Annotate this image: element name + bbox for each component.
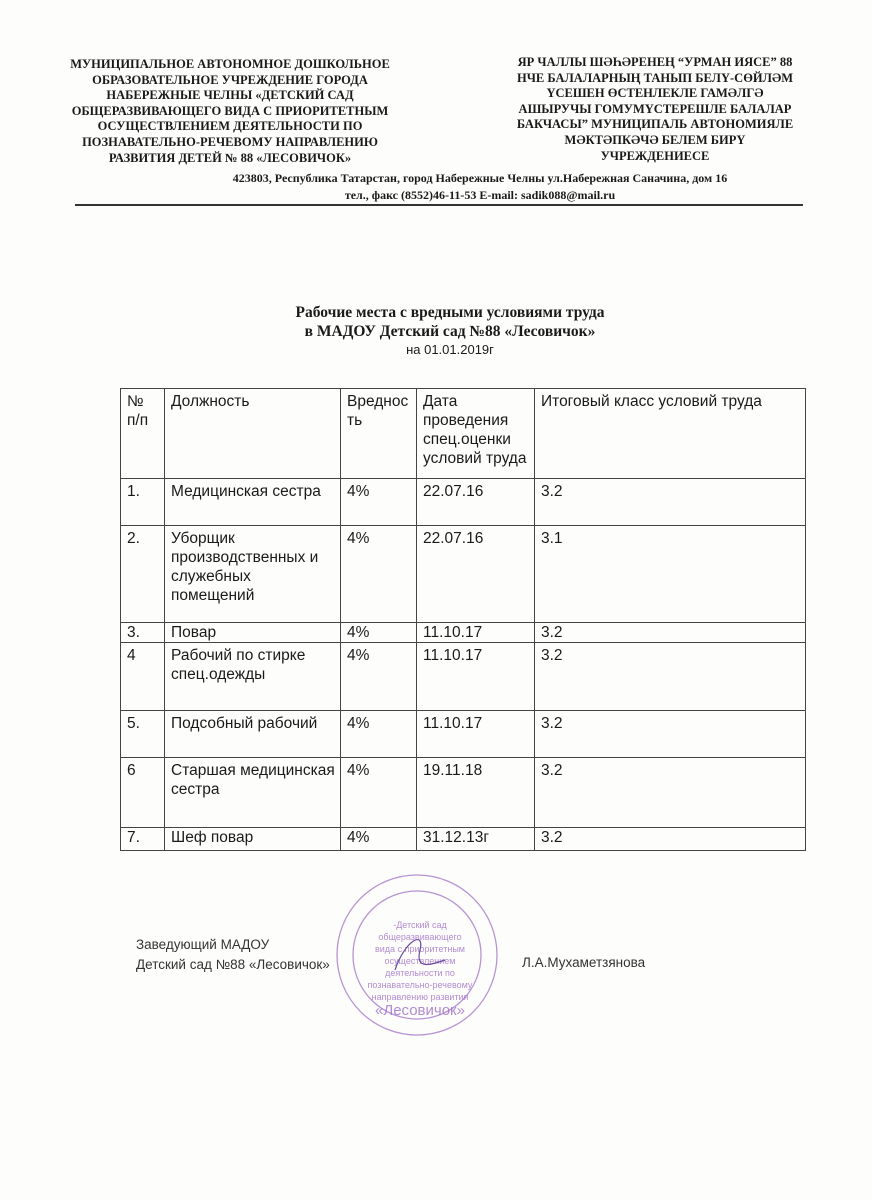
- table-cell: Уборщик производственных и служебных помещений: [165, 526, 341, 623]
- table-cell: Рабочий по стирке спец.одежды: [165, 643, 341, 711]
- header-cell: Вредность: [341, 389, 417, 479]
- header-cell: Должность: [165, 389, 341, 479]
- table-cell: 31.12.13г: [417, 828, 535, 851]
- svg-text:«Лесовичок»: «Лесовичок»: [375, 1002, 465, 1019]
- table-cell: 3.2: [535, 758, 806, 828]
- document-date: на 01.01.2019г: [406, 342, 494, 357]
- table-cell: 2.: [121, 526, 165, 623]
- address-block: [150, 170, 810, 204]
- table-cell: Шеф повар: [165, 828, 341, 851]
- header-right-line: БАКЧАСЫ” МУНИЦИПАЛЬ АВТОНОМИЯЛЕ: [516, 117, 794, 132]
- table-cell: Медицинская сестра: [165, 479, 341, 526]
- table-cell: 22.07.16: [417, 479, 535, 526]
- svg-text:-Детский сад: -Детский сад: [393, 920, 447, 930]
- table-row: [121, 758, 806, 828]
- header-right-line: ҮСЕШЕН ӨСТЕНЛЕКЛЕ ГАМӘЛГӘ: [546, 86, 764, 101]
- header-cell: № п/п: [121, 389, 165, 479]
- table-cell: Подсобный рабочий: [165, 711, 341, 758]
- table-cell: 3.2: [535, 623, 806, 643]
- table-cell: 19.11.18: [417, 758, 535, 828]
- signature-block: [136, 935, 330, 975]
- contacts: тел., факс (8552)46-11-53 E-mail: sadik088@mail.ru: [344, 188, 616, 202]
- table-row: [121, 828, 806, 851]
- table-cell: 11.10.17: [417, 623, 535, 643]
- table-cell: Старшая медицинская сестра: [165, 758, 341, 828]
- header-right-line: МӘКТӘПКӘЧӘ БЕЛЕМ БИРҮ: [564, 132, 746, 147]
- table-cell: 5.: [121, 711, 165, 758]
- table-cell: 6: [121, 758, 165, 828]
- header-left-line: РАЗВИТИЯ ДЕТЕЙ № 88 «ЛЕСОВИЧОК»: [108, 150, 352, 165]
- signature-position: Заведующий МАДОУ: [136, 937, 270, 952]
- header-right-line: ЯР ЧАЛЛЫ ШӘҺӘРЕНЕҢ “УРМАН ИЯСЕ” 88: [517, 55, 793, 69]
- svg-text:общеразвивающего: общеразвивающего: [378, 932, 462, 942]
- header-right-line: УЧРЕЖДЕНИЕСЕ: [600, 148, 710, 163]
- table-cell: 4%: [341, 623, 417, 643]
- header-left-line: ОБРАЗОВАТЕЛЬНОЕ УЧРЕЖДЕНИЕ ГОРОДА: [92, 72, 368, 87]
- address: 423803, Республика Татарстан, город Набережные Челны ул.Набережная Саначина, дом 16: [232, 171, 728, 185]
- header-right: [505, 55, 805, 164]
- table-cell: 4%: [341, 526, 417, 623]
- table-cell: Повар: [165, 623, 341, 643]
- table-row: [121, 479, 806, 526]
- table-cell: 4%: [341, 711, 417, 758]
- table-cell: 3.: [121, 623, 165, 643]
- table-cell: 3.2: [535, 643, 806, 711]
- table-cell: 11.10.17: [417, 643, 535, 711]
- table-row: [121, 711, 806, 758]
- table-cell: 11.10.17: [417, 711, 535, 758]
- table-cell: 1.: [121, 479, 165, 526]
- signature-organization: Детский сад №88 «Лесовичок»: [136, 957, 330, 972]
- header-cell: Дата проведения спец.оценки условий труда: [417, 389, 535, 479]
- svg-text:познавательно-речевому: познавательно-речевому: [367, 980, 473, 990]
- svg-text:деятельности по: деятельности по: [385, 968, 455, 978]
- header-left-line: МУНИЦИПАЛЬНОЕ АВТОНОМНОЕ ДОШКОЛЬНОЕ: [70, 57, 390, 71]
- workplaces-table: [120, 388, 806, 851]
- header-left-line: НАБЕРЕЖНЫЕ ЧЕЛНЫ «ДЕТСКИЙ САД: [106, 88, 354, 103]
- document-title: [200, 303, 700, 341]
- header-left-line: ПОЗНАВАТЕЛЬНО-РЕЧЕВОМУ НАПРАВЛЕНИЮ: [82, 134, 378, 149]
- header-left-line: ОСУЩЕСТВЛЕНИЕМ ДЕЯТЕЛЬНОСТИ ПО: [97, 119, 363, 134]
- signatory-name: Л.А.Мухаметзянова: [522, 955, 646, 970]
- svg-text:вида с приоритетным: вида с приоритетным: [375, 944, 465, 954]
- table-row: [121, 623, 806, 643]
- table-header-row: [121, 389, 806, 479]
- table-cell: 3.2: [535, 828, 806, 851]
- header-right-line: АШЫРУЧЫ ГОМУМҮСТЕРЕШЛЕ БАЛАЛАР: [518, 101, 792, 116]
- svg-text:направлению развития: направлению развития: [371, 992, 469, 1002]
- table-cell: 3.2: [535, 711, 806, 758]
- table-cell: 7.: [121, 828, 165, 851]
- table-row: [121, 526, 806, 623]
- header-divider: [75, 204, 803, 206]
- svg-text:осуществлением: осуществлением: [384, 956, 456, 966]
- header-left: [50, 57, 410, 166]
- table-cell: 4%: [341, 479, 417, 526]
- table-cell: 3.2: [535, 479, 806, 526]
- official-stamp: [325, 870, 505, 1040]
- header-cell: Итоговый класс условий труда: [535, 389, 806, 479]
- header-right-line: НЧЕ БАЛАЛАРНЫҢ ТАНЫП БЕЛҮ-СӨЙЛӘМ: [517, 70, 793, 85]
- table-cell: 4: [121, 643, 165, 711]
- table-cell: 22.07.16: [417, 526, 535, 623]
- table-row: [121, 643, 806, 711]
- title-line: Рабочие места с вредными условиями труда: [295, 304, 605, 321]
- table-cell: 3.1: [535, 526, 806, 623]
- header-left-line: ОБЩЕРАЗВИВАЮЩЕГО ВИДА С ПРИОРИТЕТНЫМ: [71, 103, 389, 118]
- table-cell: 4%: [341, 758, 417, 828]
- title-line: в МАДОУ Детский сад №88 «Лесовичок»: [304, 323, 596, 340]
- table-cell: 4%: [341, 828, 417, 851]
- table-cell: 4%: [341, 643, 417, 711]
